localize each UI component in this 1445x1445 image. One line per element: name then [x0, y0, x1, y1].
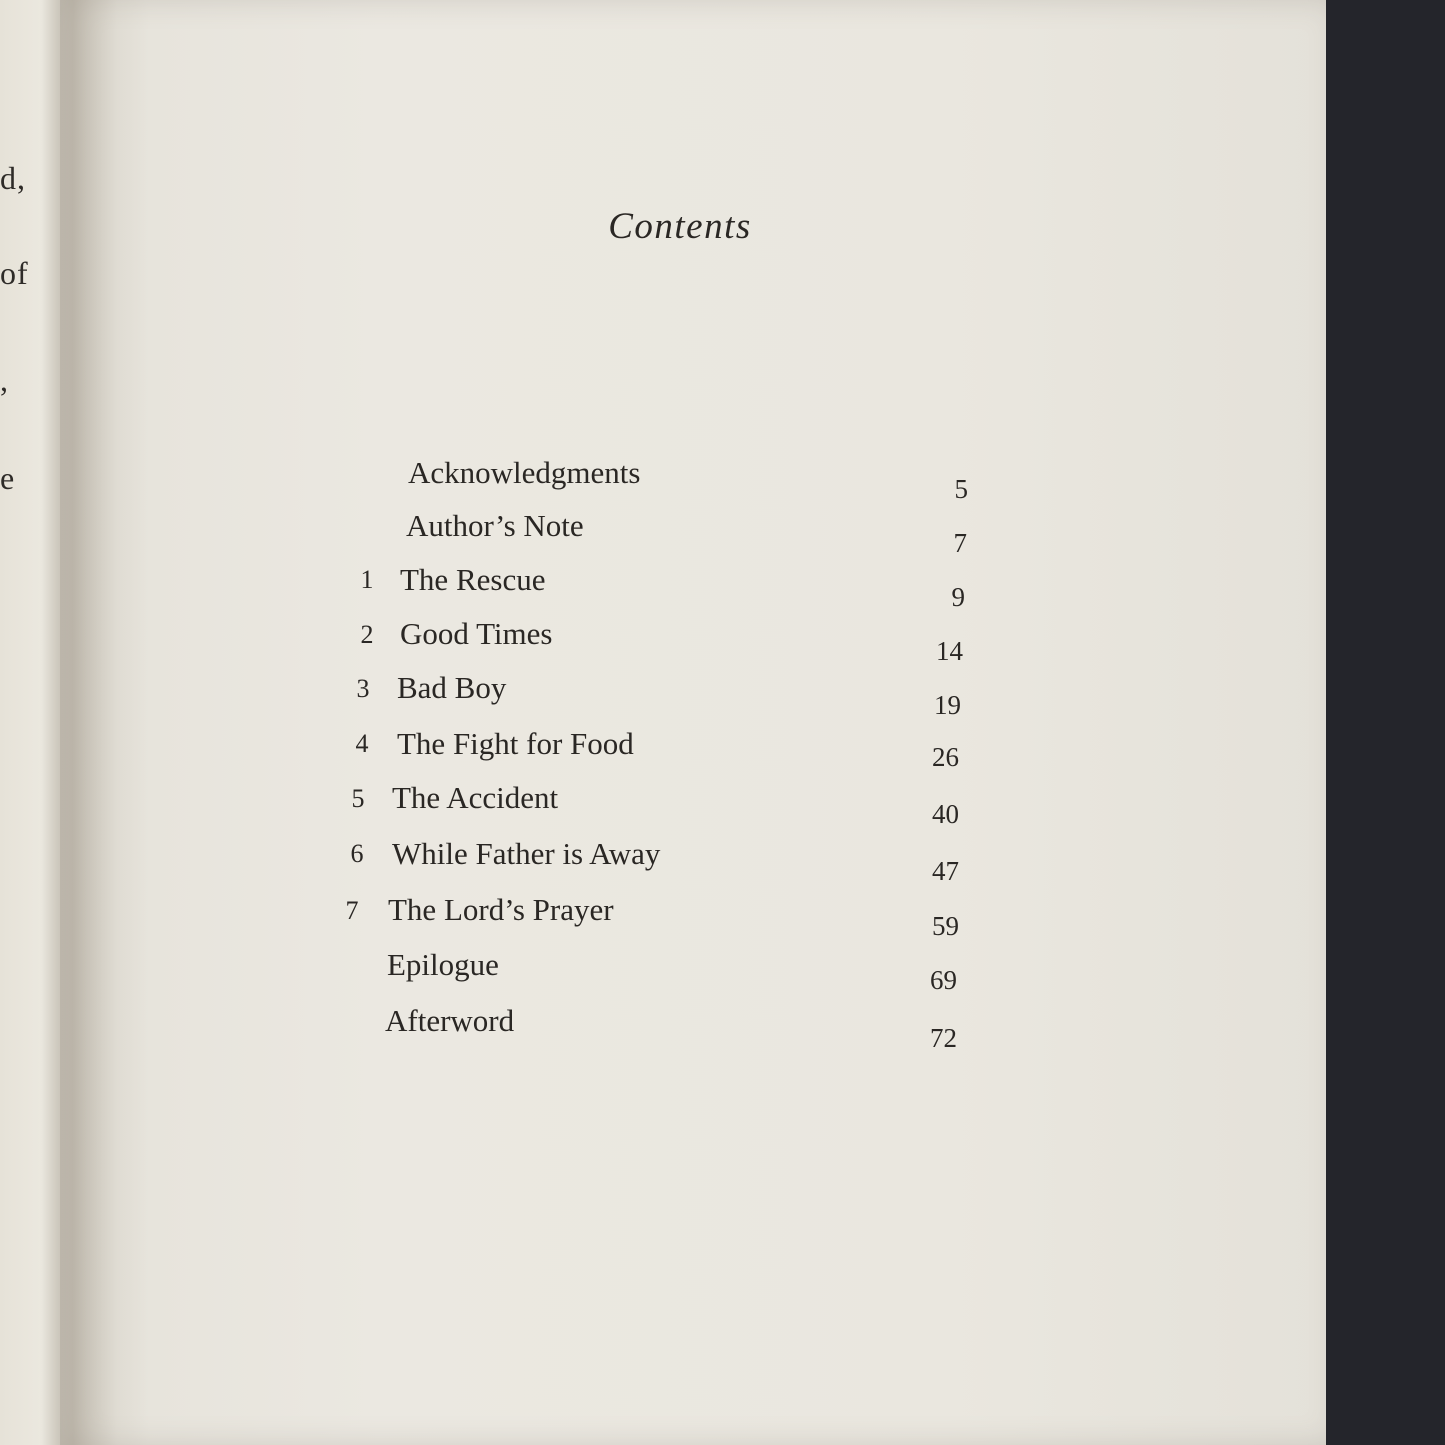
toc-entry-page: 47: [932, 856, 959, 886]
toc-entry-label: The Rescue: [400, 562, 546, 597]
toc-entry-number: 6: [350, 839, 364, 868]
left-page-text-fragment: of: [0, 255, 29, 291]
toc-entry-page: 5: [954, 474, 968, 504]
toc-entry-page: 72: [930, 1023, 957, 1053]
toc-entry-page: 9: [951, 582, 965, 612]
toc-entry-label: Bad Boy: [397, 670, 507, 705]
toc-entry-label: The Accident: [392, 780, 559, 815]
toc-entry-label: Epilogue: [387, 947, 499, 982]
background-surface: [1326, 0, 1445, 1445]
left-page-text-fragment: ,: [0, 362, 9, 398]
toc-entry-label: While Father is Away: [392, 836, 661, 871]
toc-entry-page: 19: [934, 690, 961, 720]
page-title: Contents: [608, 206, 752, 247]
left-page-text-fragment: d,: [0, 160, 26, 196]
toc-entry-number: 1: [360, 565, 374, 594]
toc-entry-label: Good Times: [400, 616, 553, 651]
toc-entry-number: 2: [360, 620, 374, 649]
toc-entry-label: The Lord’s Prayer: [388, 892, 614, 927]
toc-entry-number: 5: [351, 784, 365, 813]
toc-entry-page: 26: [932, 742, 959, 772]
toc-entry-number: 7: [345, 896, 359, 925]
toc-entry-label: The Fight for Food: [397, 726, 634, 761]
toc-entry-page: 59: [932, 911, 959, 941]
toc-entry-number: 3: [356, 674, 370, 703]
toc-entry-page: 14: [936, 636, 963, 666]
toc-entry-page: 40: [932, 799, 959, 829]
toc-entry-label: Afterword: [385, 1003, 515, 1038]
toc-entry-number: 4: [355, 729, 369, 758]
toc-entry-page: 7: [953, 528, 967, 558]
left-page-text-fragment: e: [0, 460, 16, 496]
toc-entry-page: 69: [930, 965, 957, 995]
book-gutter-shadow: [40, 0, 150, 1445]
toc-entry-label: Acknowledgments: [408, 455, 641, 490]
toc-entry-label: Author’s Note: [406, 508, 584, 543]
